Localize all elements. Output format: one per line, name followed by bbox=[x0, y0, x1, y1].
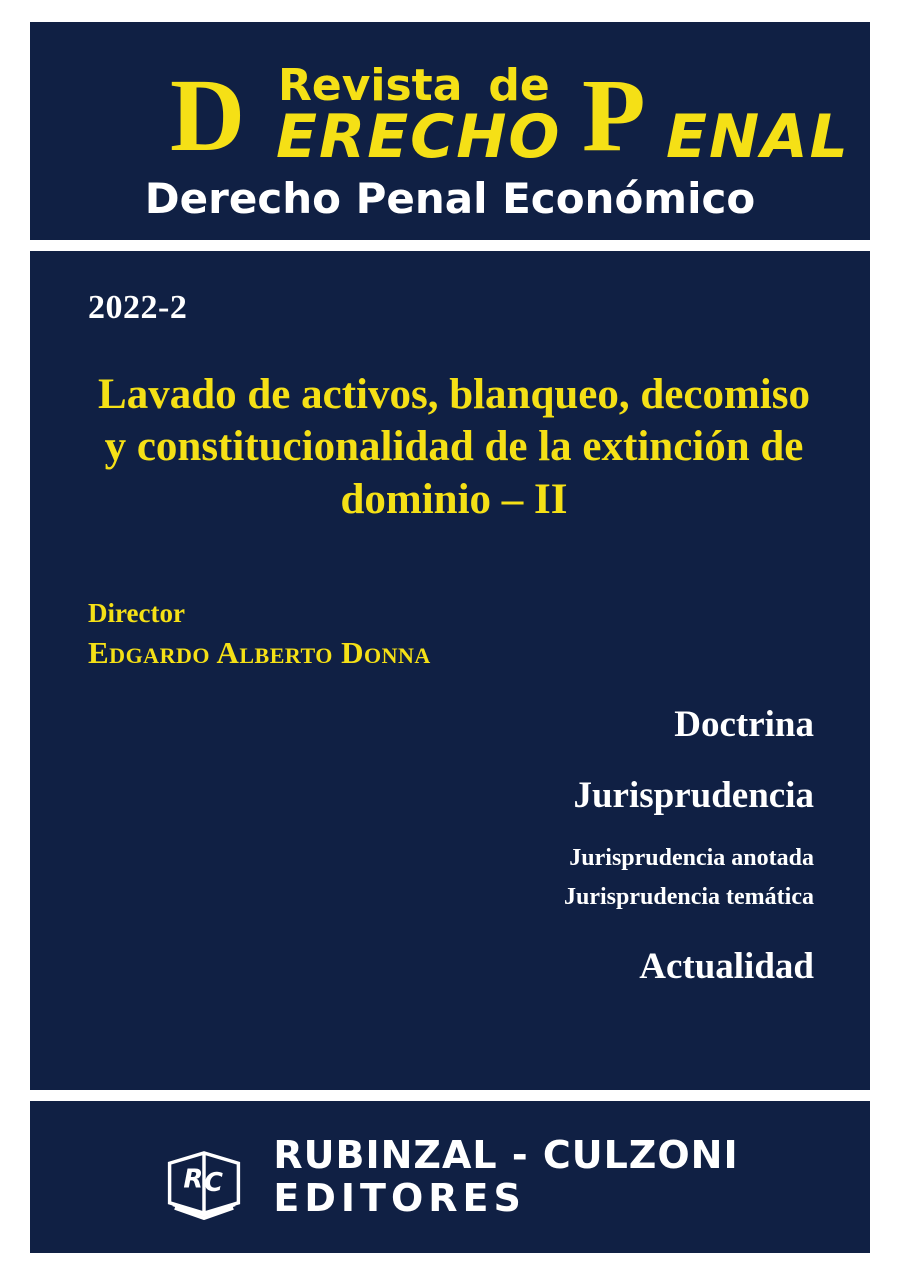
director-label: Director bbox=[88, 598, 185, 629]
logo-letter-d: D bbox=[170, 58, 243, 173]
logo-de-text: de bbox=[488, 60, 550, 111]
svg-text:R: R bbox=[183, 1164, 204, 1195]
svg-text:C: C bbox=[204, 1167, 224, 1198]
section-jurisprudencia: Jurisprudencia bbox=[573, 775, 814, 817]
cover-title: Lavado de activos, blanqueo, decomiso y constitucionalidad de la extinción de dominio – II bbox=[98, 371, 810, 523]
journal-logo bbox=[30, 48, 870, 173]
issue-number: 2022-2 bbox=[88, 289, 188, 326]
publisher-book-icon bbox=[161, 1134, 247, 1220]
section-actualidad: Actualidad bbox=[639, 946, 814, 988]
section-doctrina: Doctrina bbox=[674, 704, 814, 746]
section-jurisprudencia-tematica: Jurisprudencia temática bbox=[564, 884, 814, 911]
publisher-name-line1: RUBINZAL - CULZONI bbox=[273, 1133, 739, 1178]
director-name: Edgardo Alberto Donna bbox=[88, 635, 431, 671]
logo-word-enal: ENAL bbox=[666, 102, 850, 172]
cover-main-panel bbox=[30, 251, 870, 1090]
publisher-name-line2: EDITORES bbox=[273, 1176, 526, 1220]
logo-revista-text: Revista bbox=[278, 60, 463, 111]
publisher-footer bbox=[30, 1101, 870, 1253]
journal-subtitle: Derecho Penal Económico bbox=[144, 174, 756, 223]
logo-letter-p: P bbox=[582, 58, 646, 173]
section-list bbox=[88, 703, 820, 988]
publisher-name bbox=[273, 1134, 738, 1219]
director-block bbox=[88, 598, 820, 671]
logo-word-derecho: ERECHO bbox=[276, 102, 562, 172]
masthead bbox=[30, 22, 870, 240]
section-jurisprudencia-anotada: Jurisprudencia anotada bbox=[569, 845, 814, 872]
